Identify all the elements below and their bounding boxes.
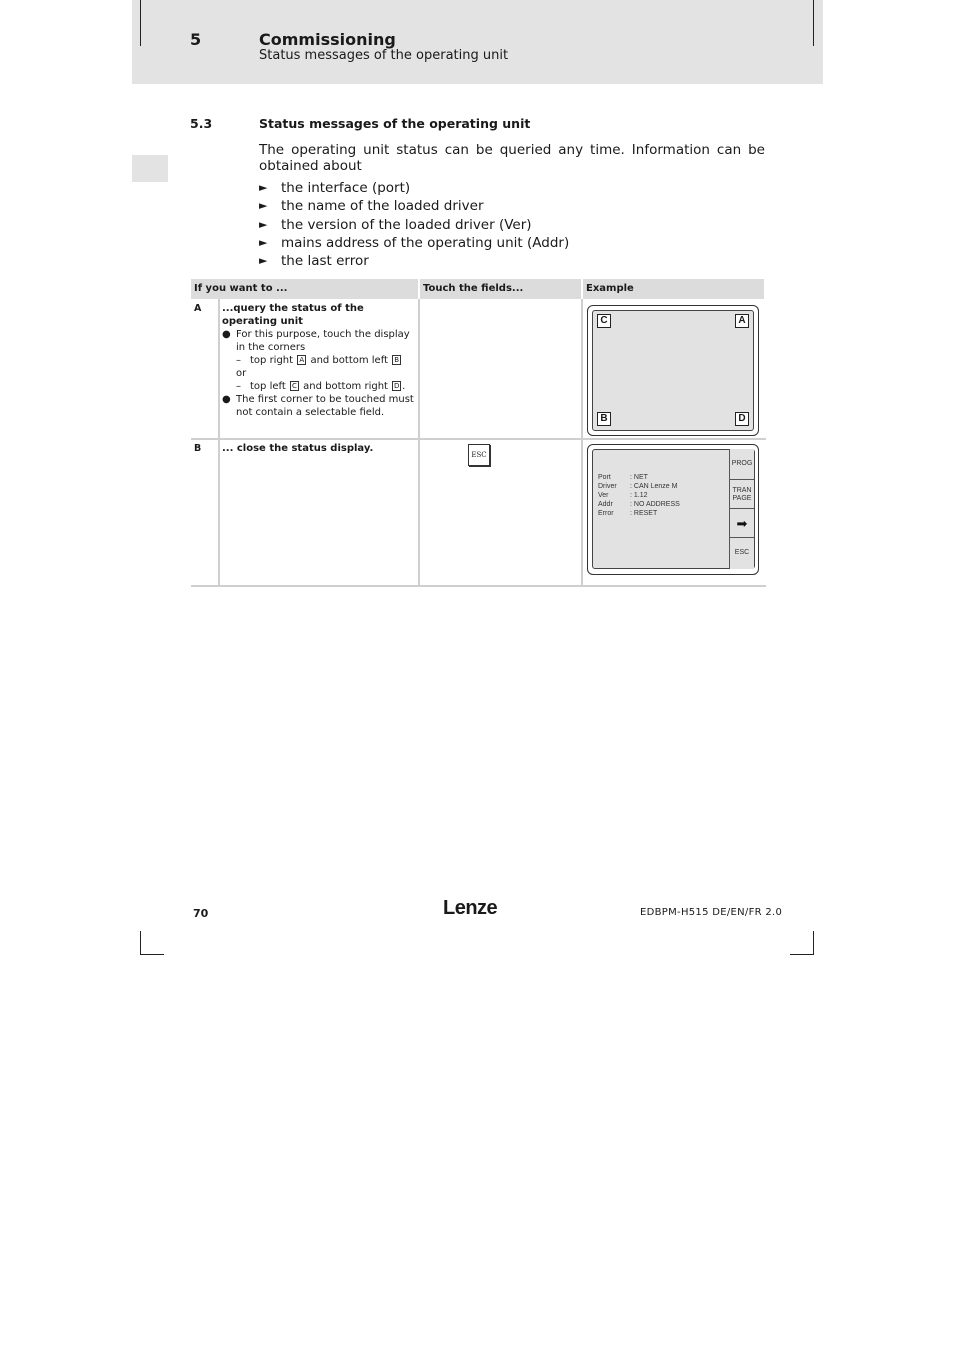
intro-paragraph: The operating unit status can be queried any time. Information can be obtained about	[259, 142, 765, 174]
crop-mark	[813, 931, 814, 955]
table-row-separator	[191, 438, 766, 440]
tran-page-softkey[interactable]: TRAN PAGE	[729, 479, 754, 508]
page-number: 70	[193, 907, 209, 920]
corner-d-field[interactable]: D	[735, 412, 749, 426]
status-line-ver: Ver : 1.12	[598, 492, 648, 499]
esc-touch-button[interactable]: ESC	[468, 444, 490, 466]
table-column-separator	[581, 299, 583, 587]
corner-c-field[interactable]: C	[597, 314, 611, 328]
status-line-addr: Addr : NO ADDRESS	[598, 501, 680, 508]
header-band	[132, 0, 823, 84]
list-item: ► the version of the loaded driver (Ver)	[259, 216, 532, 233]
info-bullet-list	[259, 179, 569, 270]
bullet-triangle-icon: ►	[259, 217, 268, 231]
list-item: ► the interface (port)	[259, 180, 411, 196]
corner-b-icon: B	[392, 355, 401, 365]
section-title: Status messages of the operating unit	[259, 116, 531, 131]
table-header-touch: Touch the fields...	[420, 279, 581, 299]
screen-display-area	[592, 310, 754, 431]
row-a-title: ...query the status of the operating unit	[222, 303, 364, 327]
bullet-triangle-icon: ►	[259, 199, 268, 213]
row-b-title: ... close the status display.	[222, 443, 374, 454]
crop-mark	[790, 954, 814, 955]
list-item: ► the last error	[259, 253, 369, 270]
row-b-id: B	[194, 443, 202, 454]
table-column-separator	[418, 299, 420, 587]
corner-a-field[interactable]: A	[735, 314, 749, 328]
bullet-triangle-icon: ►	[259, 254, 268, 268]
bullet-triangle-icon: ►	[259, 181, 268, 194]
bullet-dot-icon: ●	[222, 394, 231, 405]
crop-mark	[140, 954, 164, 955]
crop-mark	[813, 0, 814, 46]
document-id: EDBPM-H515 DE/EN/FR 2.0	[640, 907, 783, 918]
bullet-triangle-icon: ►	[259, 235, 268, 249]
crop-mark	[140, 931, 141, 955]
chapter-subtitle: Status messages of the operating unit	[259, 48, 509, 63]
corner-a-icon: A	[297, 355, 306, 365]
table-header-example: Example	[583, 279, 764, 299]
crop-mark	[140, 0, 141, 46]
status-line-error: Error : RESET	[598, 510, 658, 517]
chapter-tab-marker	[132, 155, 168, 182]
corner-d-icon: D	[393, 382, 400, 390]
prog-softkey[interactable]: PROG	[729, 449, 754, 479]
table-header-action: If you want to ...	[191, 279, 418, 299]
esc-softkey[interactable]: ESC	[729, 537, 754, 569]
table-bottom-rule	[191, 585, 766, 587]
chapter-number: 5	[190, 30, 202, 49]
table-column-separator	[218, 299, 220, 587]
status-line-driver: Driver : CAN Lenze M	[598, 483, 678, 490]
lenze-logo: Lenze	[443, 897, 498, 919]
arrow-right-icon[interactable]: ➡	[729, 508, 754, 537]
row-a-description: ...query the status of the operating unit ● For this purpose, touch the display in the corners – top right A and bottom left B or – top left C and bottom right D . ● The first corner to be touched must not contain a selectable field.	[222, 303, 414, 418]
chapter-title: Commissioning	[259, 30, 396, 49]
list-item: ► the name of the loaded driver	[259, 198, 484, 215]
corner-c-icon: C	[290, 381, 299, 391]
row-a-id: A	[194, 303, 202, 314]
status-line-port: Port : NET	[598, 474, 648, 481]
corner-b-field[interactable]: B	[597, 412, 611, 426]
list-item: ► mains address of the operating unit (Addr)	[259, 234, 570, 251]
section-number: 5.3	[190, 116, 213, 131]
bullet-dot-icon: ●	[222, 329, 231, 340]
